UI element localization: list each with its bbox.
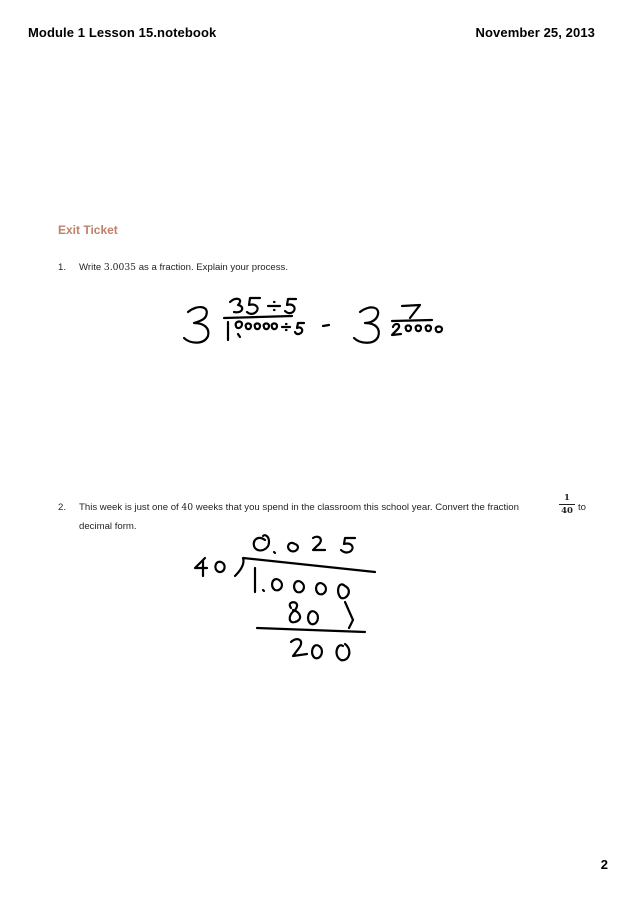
section-title: Exit Ticket [58,223,118,237]
fraction-one-fortieth [559,493,575,516]
question-value: 40 [181,502,194,513]
page-date: November 25, 2013 [475,25,595,40]
fraction-bar [559,504,575,505]
handwritten-answer-2 [185,528,385,673]
question-value: 3.0035 [103,262,137,273]
page-number: 2 [600,857,608,872]
question-number: 2. [58,502,67,513]
question-text: Write 3.0035 as a fraction. Explain your process. [79,262,289,273]
notebook-title: Module 1 Lesson 15.notebook [28,25,217,40]
question-text-end: to [578,502,587,513]
question-text: This week is just one of 40 weeks that you spend in the classroom this school year. Convert the fraction [79,502,519,513]
handwritten-answer-1 [180,290,470,350]
fraction-numerator: 1 [564,493,570,503]
fraction-denominator: 40 [561,506,573,516]
question-number: 1. [58,262,67,273]
question-text-line2: decimal form. [79,521,137,532]
